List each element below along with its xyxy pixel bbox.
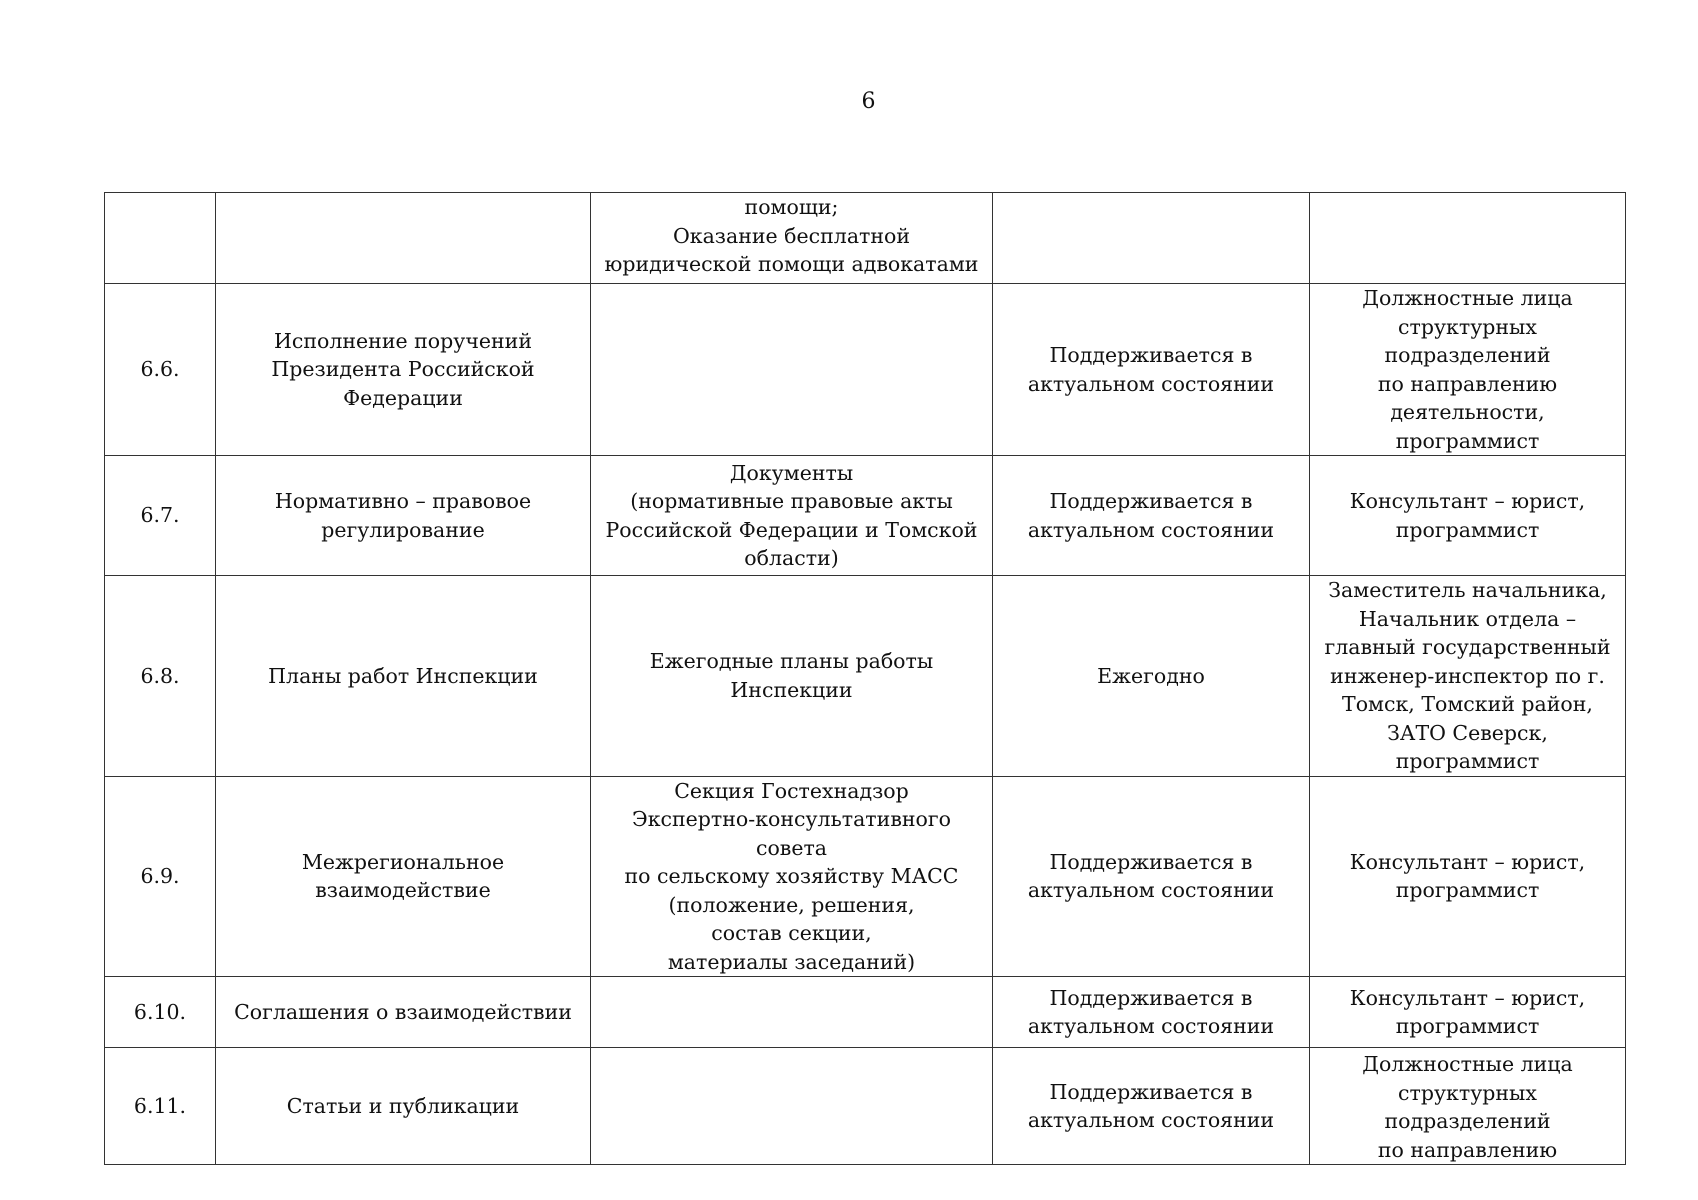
section-name-cell: Межрегиональное взаимодействие (216, 776, 591, 977)
table-row (105, 284, 1626, 456)
responsible-cell: Консультант – юрист, программист (1310, 456, 1626, 576)
content-cell: Документы (нормативные правовые акты Российской Федерации и Томской области) (591, 456, 993, 576)
content-cell: Ежегодные планы работы Инспекции (591, 576, 993, 777)
update-frequency-cell: Ежегодно (993, 576, 1310, 777)
content-cell: Секция Гостехнадзор Экспертно-консультативного совета по сельскому хозяйству МАСС (положение, решения, состав секции, материалы заседаний) (591, 776, 993, 977)
row-number-cell: 6.6. (105, 284, 216, 456)
update-frequency-cell (993, 193, 1310, 284)
content-cell (591, 284, 993, 456)
page-number: 6 (861, 89, 876, 114)
table-row (105, 193, 1626, 284)
section-name-cell: Нормативно – правовое регулирование (216, 456, 591, 576)
document-table (104, 192, 1626, 1165)
table-row (105, 977, 1626, 1048)
section-name-cell: Планы работ Инспекции (216, 576, 591, 777)
row-number-cell: 6.9. (105, 776, 216, 977)
row-number-cell: 6.8. (105, 576, 216, 777)
update-frequency-cell: Поддерживается в актуальном состоянии (993, 776, 1310, 977)
content-cell (591, 977, 993, 1048)
section-name-cell: Исполнение поручений Президента Российской Федерации (216, 284, 591, 456)
responsible-cell: Консультант – юрист, программист (1310, 776, 1626, 977)
responsible-cell: Должностные лица структурных подразделений по направлению деятельности, программист (1310, 284, 1626, 456)
update-frequency-cell: Поддерживается в актуальном состоянии (993, 1048, 1310, 1165)
table-row (105, 456, 1626, 576)
update-frequency-cell: Поддерживается в актуальном состоянии (993, 456, 1310, 576)
responsible-cell: Заместитель начальника, Начальник отдела – главный государственный инженер-инспектор по г. Томск, Томский район, ЗАТО Северск, программист (1310, 576, 1626, 777)
content-cell: помощи; Оказание бесплатной юридической помощи адвокатами (591, 193, 993, 284)
section-name-cell (216, 193, 591, 284)
update-frequency-cell: Поддерживается в актуальном состоянии (993, 284, 1310, 456)
section-name-cell: Соглашения о взаимодействии (216, 977, 591, 1048)
responsible-cell: Консультант – юрист, программист (1310, 977, 1626, 1048)
table-row (105, 1048, 1626, 1165)
section-name-cell: Статьи и публикации (216, 1048, 591, 1165)
content-cell (591, 1048, 993, 1165)
row-number-cell: 6.11. (105, 1048, 216, 1165)
row-number-cell: 6.10. (105, 977, 216, 1048)
row-number-cell (105, 193, 216, 284)
responsible-cell (1310, 193, 1626, 284)
responsible-cell: Должностные лица структурных подразделений по направлению (1310, 1048, 1626, 1165)
update-frequency-cell: Поддерживается в актуальном состоянии (993, 977, 1310, 1048)
table-row (105, 776, 1626, 977)
row-number-cell: 6.7. (105, 456, 216, 576)
table-row (105, 576, 1626, 777)
